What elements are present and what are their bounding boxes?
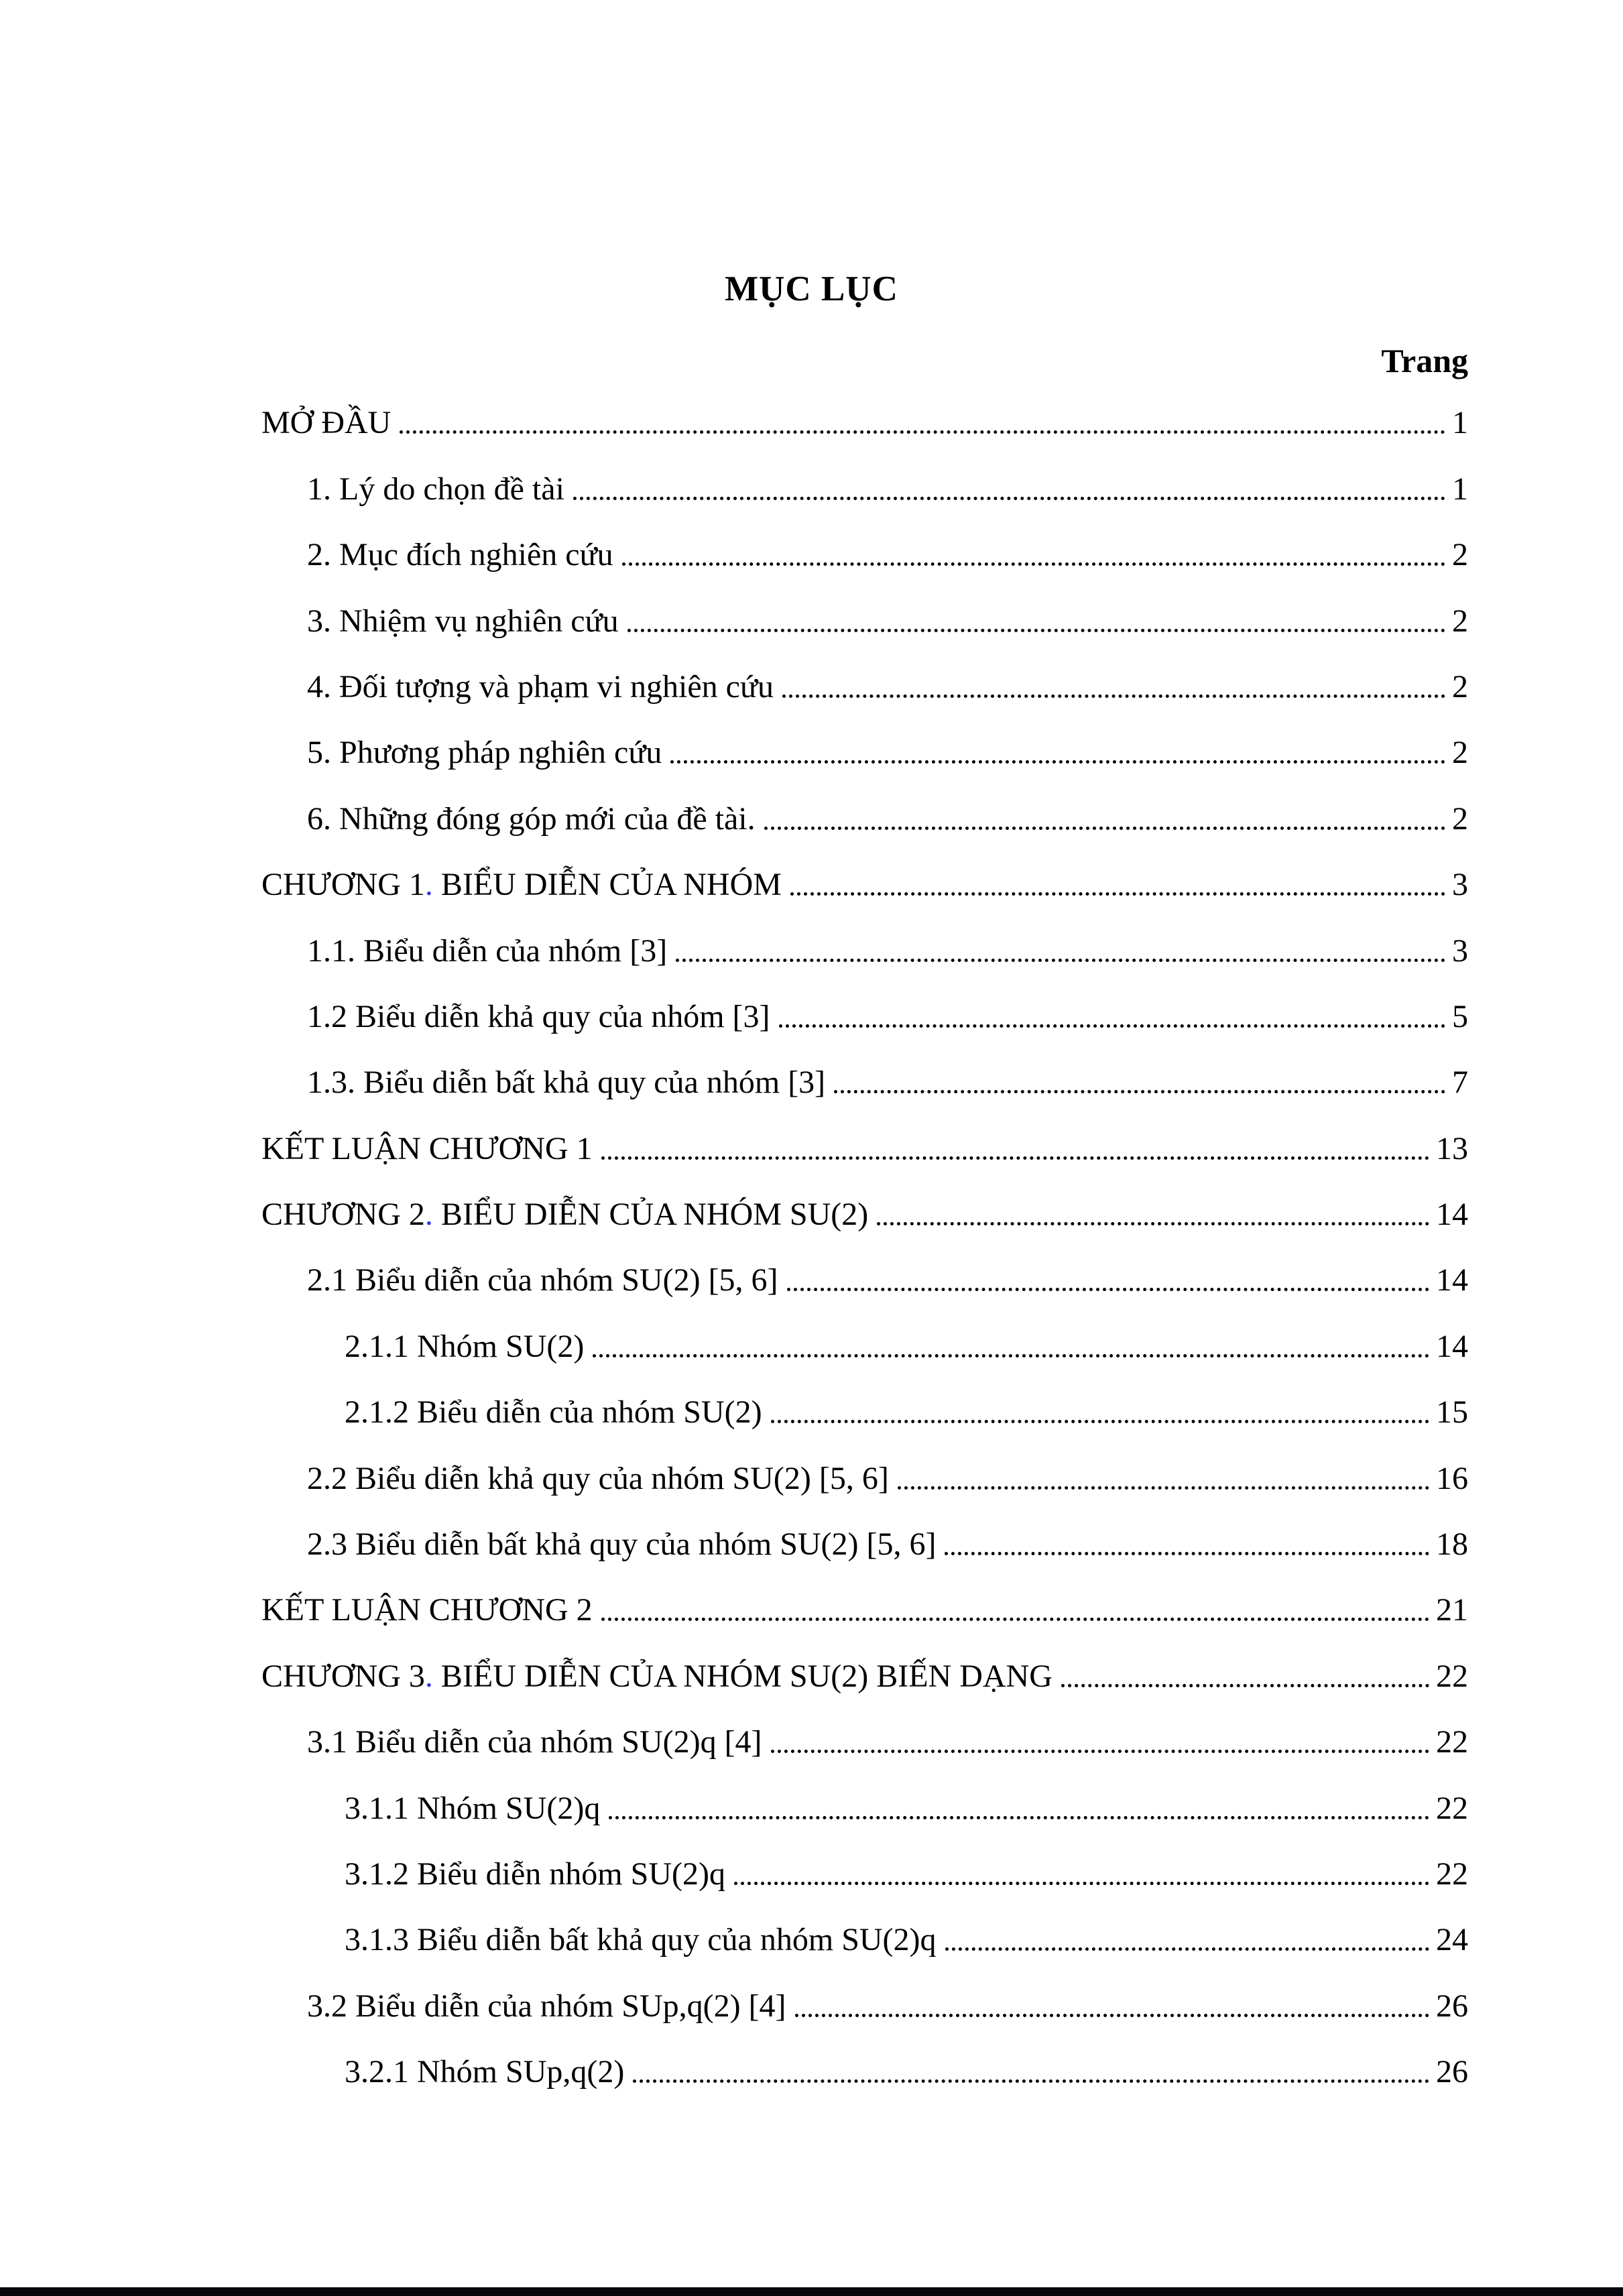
toc-row[interactable] xyxy=(261,1368,1468,1433)
toc-entry-label xyxy=(345,2051,624,2093)
toc-entry-label xyxy=(307,1062,825,1103)
toc-row[interactable] xyxy=(261,972,1468,1038)
toc-page-number: 3 xyxy=(1452,867,1468,903)
dot-leader xyxy=(609,1816,1429,1819)
toc-entry-label xyxy=(307,732,662,774)
toc-entry-text: KẾT LUẬN CHƯƠNG 1 xyxy=(261,1130,593,1166)
toc-row[interactable] xyxy=(261,642,1468,708)
toc-entry-label xyxy=(261,864,782,906)
toc-entry-label xyxy=(307,534,613,576)
dot-leader xyxy=(834,1090,1445,1093)
toc-page-number: 18 xyxy=(1436,1526,1468,1563)
toc-entry-label xyxy=(307,1260,778,1301)
toc-entry-text: 2.1.2 Biểu diễn của nhóm SU(2) xyxy=(345,1394,762,1431)
dot-leader xyxy=(601,1618,1429,1621)
dot-leader xyxy=(945,1552,1429,1555)
toc-entry-label xyxy=(307,798,756,840)
toc-page-number: 1 xyxy=(1452,471,1468,507)
toc-entry-label xyxy=(345,1919,937,1961)
toc-page-number: 7 xyxy=(1452,1065,1468,1101)
toc-page-number: 24 xyxy=(1436,1922,1468,1958)
dot-leader xyxy=(676,959,1445,962)
toc-entry-label xyxy=(261,1589,593,1631)
toc-page-number: 2 xyxy=(1452,537,1468,573)
dot-leader xyxy=(771,1750,1429,1753)
toc-entry-text: 4. Đối tượng và phạm vi nghiên cứu xyxy=(307,668,774,705)
toc-page-number: 2 xyxy=(1452,800,1468,837)
toc-entry-text: 1.1. Biểu diễn của nhóm [3] xyxy=(307,932,668,969)
toc-row[interactable] xyxy=(261,2027,1468,2093)
toc-entry-text: BIỂU DIỄN CỦA NHÓM xyxy=(432,867,782,903)
dot-leader xyxy=(787,1288,1429,1291)
toc-entry-text: 2. Mục đích nghiên cứu xyxy=(307,537,613,573)
toc-entry-text-pre: CHƯƠNG 3 xyxy=(261,1658,425,1694)
toc-page-number: 16 xyxy=(1436,1460,1468,1496)
toc-entry-label xyxy=(345,1326,584,1368)
toc-content xyxy=(0,343,1623,2093)
toc-entry-text: 1.3. Biểu diễn bất khả quy của nhóm [3] xyxy=(307,1065,826,1101)
toc-entry-label xyxy=(307,1524,936,1565)
chapter-hyperlink-dot: . xyxy=(424,867,433,903)
toc-entry-label xyxy=(261,1128,593,1170)
chapter-hyperlink-dot: . xyxy=(424,1658,433,1694)
toc-entry-label xyxy=(345,1392,762,1433)
toc-entry-text: 3.2.1 Nhóm SUp,q(2) xyxy=(345,2054,625,2090)
toc-entry-label xyxy=(307,1721,762,1763)
dot-leader xyxy=(790,892,1445,896)
toc-row[interactable] xyxy=(261,1301,1468,1367)
toc-row[interactable] xyxy=(261,444,1468,509)
toc-page-number: 14 xyxy=(1436,1262,1468,1298)
toc-entry-label xyxy=(307,601,619,642)
toc-page-number: 22 xyxy=(1436,1856,1468,1892)
toc-entry-text: 3.1.2 Biểu diễn nhóm SU(2)q xyxy=(345,1856,725,1892)
toc-row[interactable] xyxy=(261,840,1468,906)
toc-entry-text-pre: CHƯƠNG 2 xyxy=(261,1197,425,1233)
toc-page-number: 14 xyxy=(1436,1197,1468,1233)
toc-row[interactable] xyxy=(261,378,1468,444)
dot-leader xyxy=(898,1486,1429,1490)
toc-page-number: 22 xyxy=(1436,1790,1468,1826)
toc-row[interactable] xyxy=(261,1829,1468,1895)
dot-leader xyxy=(627,629,1445,632)
toc-page-number: 1 xyxy=(1452,405,1468,441)
dot-leader xyxy=(1061,1684,1429,1687)
toc-entry-text: BIỂU DIỄN CỦA NHÓM SU(2) xyxy=(432,1197,869,1233)
page-column-header: Trang xyxy=(1381,342,1468,379)
toc-page-number: 26 xyxy=(1436,1988,1468,2024)
toc-row[interactable] xyxy=(261,1038,1468,1103)
toc-entry-text: 2.3 Biểu diễn bất khả quy của nhóm SU(2) [5, 6] xyxy=(307,1526,937,1563)
toc-row[interactable] xyxy=(261,1763,1468,1829)
toc xyxy=(261,378,1468,2093)
dot-leader xyxy=(593,1354,1429,1357)
dot-leader xyxy=(573,497,1445,500)
toc-row[interactable] xyxy=(261,1565,1468,1631)
toc-entry-text: MỞ ĐẦU xyxy=(261,405,392,441)
toc-entry-text: 3.1.3 Biểu diễn bất khả quy của nhóm SU(2)q xyxy=(345,1922,937,1958)
toc-entry-text: 2.1.1 Nhóm SU(2) xyxy=(345,1328,585,1364)
dot-leader xyxy=(795,2014,1429,2017)
toc-page-number: 5 xyxy=(1452,998,1468,1034)
toc-entry-label xyxy=(307,996,770,1038)
toc-row[interactable] xyxy=(261,1433,1468,1499)
toc-page-number: 3 xyxy=(1452,932,1468,969)
toc-entry-text: 3. Nhiệm vụ nghiên cứu xyxy=(307,603,619,639)
dot-leader xyxy=(771,1420,1429,1423)
dot-leader xyxy=(779,1024,1445,1028)
dot-leader xyxy=(782,694,1445,698)
dot-leader xyxy=(400,430,1445,434)
toc-page-number: 15 xyxy=(1436,1394,1468,1431)
chapter-hyperlink-dot: . xyxy=(424,1197,433,1233)
toc-entry-text: 1. Lý do chọn đề tài xyxy=(307,471,564,507)
dot-leader xyxy=(633,2079,1429,2083)
toc-entry-text: KẾT LUẬN CHƯƠNG 2 xyxy=(261,1592,593,1628)
toc-entry-text: 2.1 Biểu diễn của nhóm SU(2) [5, 6] xyxy=(307,1262,778,1298)
toc-entry-label xyxy=(261,402,391,444)
dot-leader xyxy=(734,1882,1429,1885)
toc-entry-text: 3.1.1 Nhóm SU(2)q xyxy=(345,1790,601,1826)
dot-leader xyxy=(877,1222,1429,1225)
toc-row[interactable] xyxy=(261,510,1468,576)
toc-entry-label xyxy=(307,930,667,972)
toc-entry-label xyxy=(345,1788,600,1829)
toc-entry-label xyxy=(307,469,564,510)
dot-leader xyxy=(945,1947,1429,1951)
toc-row[interactable] xyxy=(261,576,1468,642)
toc-entry-label xyxy=(307,1458,889,1500)
toc-row[interactable] xyxy=(261,1697,1468,1763)
toc-entry-text: 1.2 Biểu diễn khả quy của nhóm [3] xyxy=(307,998,770,1034)
toc-entry-label xyxy=(345,1854,725,1895)
toc-entry-text: 5. Phương pháp nghiên cứu xyxy=(307,735,662,771)
toc-page-number: 14 xyxy=(1436,1328,1468,1364)
toc-page-number: 2 xyxy=(1452,735,1468,771)
toc-row[interactable] xyxy=(261,1895,1468,1961)
toc-row[interactable] xyxy=(261,1500,1468,1565)
toc-entry-label xyxy=(261,1194,868,1235)
toc-entry-text: 3.1 Biểu diễn của nhóm SU(2)q [4] xyxy=(307,1724,762,1760)
toc-row[interactable] xyxy=(261,774,1468,839)
toc-entry-label xyxy=(307,1986,786,2027)
toc-page-number: 26 xyxy=(1436,2054,1468,2090)
toc-entry-text: 2.2 Biểu diễn khả quy của nhóm SU(2) [5, 6] xyxy=(307,1460,889,1496)
toc-entry-label xyxy=(307,666,774,708)
toc-page-number: 2 xyxy=(1452,603,1468,639)
toc-row[interactable] xyxy=(261,906,1468,971)
toc-entry-label xyxy=(261,1656,1053,1697)
toc-entry-text: 6. Những đóng góp mới của đề tài. xyxy=(307,800,756,837)
page-title: MỤC LỤC xyxy=(725,269,898,308)
toc-page-number: 13 xyxy=(1436,1130,1468,1166)
dot-leader xyxy=(622,562,1445,566)
dot-leader xyxy=(764,827,1445,830)
toc-row[interactable] xyxy=(261,708,1468,774)
toc-entry-text: BIỂU DIỄN CỦA NHÓM SU(2) BIẾN DẠNG xyxy=(432,1658,1053,1694)
toc-entry-text-pre: CHƯƠNG 1 xyxy=(261,867,425,903)
toc-row[interactable] xyxy=(261,1961,1468,2027)
toc-row[interactable] xyxy=(261,1170,1468,1235)
toc-page-number: 21 xyxy=(1436,1592,1468,1628)
dot-leader xyxy=(670,760,1445,764)
toc-row[interactable] xyxy=(261,1631,1468,1697)
toc-row[interactable] xyxy=(261,1103,1468,1169)
toc-page-number: 22 xyxy=(1436,1658,1468,1694)
bottom-bar xyxy=(0,2287,1623,2296)
toc-page-number: 22 xyxy=(1436,1724,1468,1760)
dot-leader xyxy=(601,1156,1429,1160)
toc-row[interactable] xyxy=(261,1235,1468,1301)
toc-page-number: 2 xyxy=(1452,668,1468,705)
toc-entry-text: 3.2 Biểu diễn của nhóm SUp,q(2) [4] xyxy=(307,1988,786,2024)
